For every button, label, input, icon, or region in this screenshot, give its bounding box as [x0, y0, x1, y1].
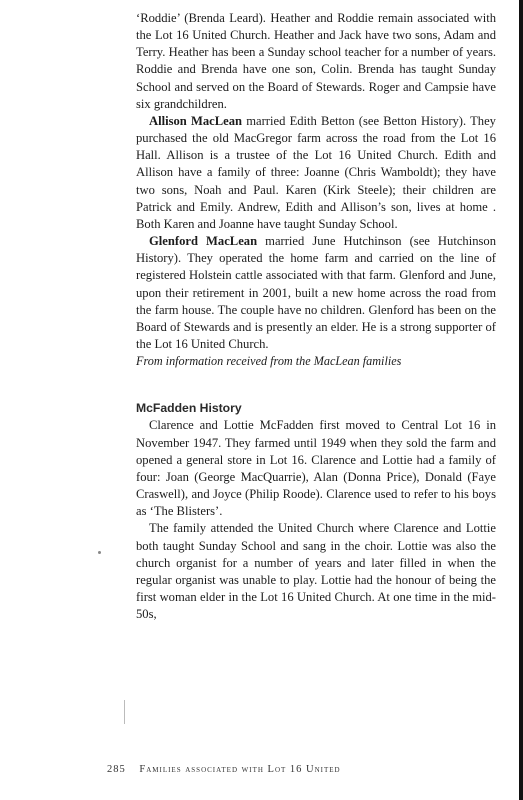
margin-mark: [124, 700, 125, 724]
source-note: From information received from the MacLean families: [136, 354, 402, 369]
paragraph-glenford: [136, 233, 496, 353]
page-number: 285: [107, 764, 126, 775]
page-body: [136, 10, 496, 623]
paragraph-mcfadden-1: Clarence and Lottie McFadden first moved to Central Lot 16 in November 1947. They farmed until 1949 when they sold the farm and opened a general store in Lot 16. Clarence and Lottie had a family of four: Joan (George MacQuarrie), Alan (Donna Price), Donald (Faye Craswell), and Joyce (Philip Roode). Clarence used to refer to his boys as ‘The Blisters’.: [136, 418, 496, 519]
page-footer: [107, 764, 341, 775]
running-title: Families associated with Lot 16 United: [139, 764, 341, 775]
allison-text: married Edith Betton (see Betton History). They purchased the old MacGregor farm across the road from the Lot 16 Hall. Allison is a trustee of the Lot 16 United Church. Edith and Allison have a family of three: Joanne (Chris Wamboldt); they have two sons, Noah and Paul. Karen (Kirk Steele); their children are Patrick and Emily. Andrew, Edith and Allison’s son, lives at home . Both Karen and Joanne have taught Sunday School.: [136, 113, 496, 231]
paragraph-allison: [136, 113, 496, 233]
section-heading: McFadden History: [136, 401, 242, 416]
paragraph-mcfadden-2: The family attended the United Church where Clarence and Lottie both taught Sunday School and sang in the choir. Lottie was also the church organist for a number of years and later filled in when the regular organist was unable to play. Lottie had the honour of being the first woman elder in the Lot 16 United Church. At one time in the mid-50s,: [136, 521, 496, 622]
name-glenford: Glenford MacLean: [149, 234, 258, 249]
name-allison: Allison MacLean: [149, 113, 243, 128]
paragraph-roddie: ‘Roddie’ (Brenda Leard). Heather and Roddie remain associated with the Lot 16 United Church. Heather and Jack have two sons, Adam and Terry. Heather has been a Sunday school teacher for a number of years. Roddie and Brenda have one son, Colin. Brenda has taught Sunday School and served on the Board of Stewards. Roger and Campsie have six grandchildren.: [136, 11, 496, 111]
glenford-text: married June Hutchinson (see Hutchinson History). They operated the home farm and carried on the line of registered Holstein cattle associated with that farm. Glenford and June, upon their retirement in 2001, built a new home across the road from the farm house. The couple have no children. Glenford has been on the Board of Stewards and is presently an elder. He is a strong supporter of the Lot 16 United Church.: [136, 234, 496, 351]
scan-edge: [519, 0, 523, 800]
scan-speck: [98, 551, 101, 554]
